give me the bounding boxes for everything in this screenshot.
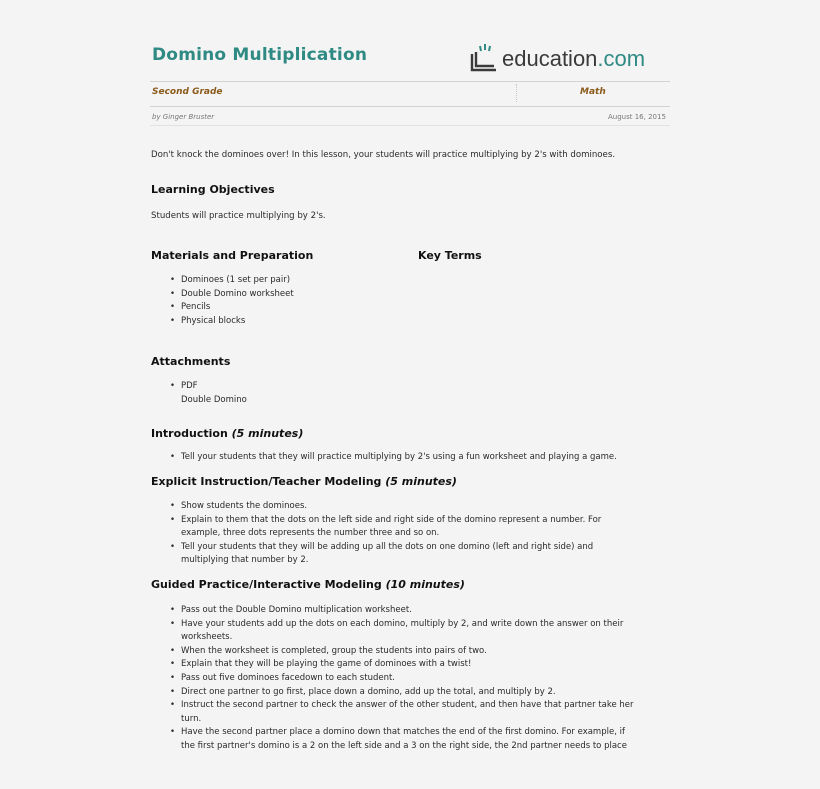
list-item-continuation: multiplying that number by 2. (181, 555, 309, 566)
explicit-instruction-heading (151, 475, 457, 488)
logo-main: education (502, 46, 598, 71)
logo-suffix: .com (597, 46, 646, 71)
list-item: • Tell your students that they will practice multiplying by 2's using a fun worksheet and playing a game. (170, 451, 617, 465)
meta-divider (150, 125, 670, 126)
section-title: Guided Practice/Interactive Modeling (151, 578, 382, 591)
list-item-continuation: the first partner's domino is a 2 on the left side and a 3 on the right side, the 2nd partner needs to place (181, 740, 627, 751)
section-time: (5 minutes) (385, 475, 457, 488)
attachment-type: • PDF (170, 379, 247, 393)
list-item: • Have your students add up the dots on each domino, multiply by 2, and write down the answer on their (170, 618, 634, 632)
intro-paragraph: Don't knock the dominoes over! In this lesson, your students will practice multiplying by 2's with dominoes. (151, 150, 616, 160)
grade-label: Second Grade (152, 87, 223, 97)
header-column-separator (516, 84, 517, 102)
header-divider-bottom (150, 106, 670, 107)
attachment-link[interactable]: Double Domino (181, 395, 247, 405)
publish-date: August 16, 2015 (608, 113, 666, 121)
section-time: (10 minutes) (385, 578, 465, 591)
list-item: • Explain that they will be playing the game of dominoes with a twist! (170, 658, 634, 672)
list-item: • Have the second partner place a domino down that matches the end of the first domino. For example, if (170, 726, 634, 740)
list-item: • Show students the dominoes. (170, 500, 601, 514)
list-item: • Instruct the second partner to check the answer of the other student, and then have that partner take her (170, 699, 634, 713)
materials-list (170, 274, 294, 328)
author-line: by Ginger Bruster (152, 113, 215, 121)
list-item-continuation: example, three dots represents the number three and so on. (181, 528, 440, 539)
learning-objectives-text: Students will practice multiplying by 2's. (151, 211, 326, 221)
list-item: • Pass out the Double Domino multiplication worksheet. (170, 604, 634, 618)
list-item: • Double Domino worksheet (170, 288, 294, 302)
introduction-heading (151, 427, 303, 440)
list-item: • Pencils (170, 301, 294, 315)
list-item: • Pass out five dominoes facedown to each student. (170, 672, 634, 686)
list-item-continuation: turn. (181, 713, 202, 724)
introduction-list (170, 451, 617, 465)
list-item: • Direct one partner to go first, place down a domino, add up the total, and multiply by 2. (170, 686, 634, 700)
list-item: • Explain to them that the dots on the left side and right side of the domino represent a number. For (170, 514, 601, 528)
attachments-heading: Attachments (151, 355, 231, 368)
learning-objectives-heading: Learning Objectives (151, 183, 275, 196)
section-time: (5 minutes) (231, 427, 304, 440)
list-item: • Tell your students that they will be adding up all the dots on one domino (left and right side) and (170, 541, 601, 555)
materials-heading: Materials and Preparation (151, 249, 314, 262)
guided-practice-heading (151, 578, 465, 591)
guided-practice-list (170, 604, 634, 754)
section-title: Explicit Instruction/Teacher Modeling (151, 475, 382, 488)
key-terms-heading: Key Terms (418, 249, 482, 262)
attachments-list (170, 379, 247, 407)
section-title: Introduction (151, 427, 228, 440)
list-item: • Physical blocks (170, 315, 294, 329)
explicit-instruction-list (170, 500, 601, 568)
education-logo (468, 42, 673, 74)
header-divider-top (150, 81, 670, 82)
book-icon (468, 42, 500, 74)
subject-label: Math (580, 87, 606, 97)
list-item-continuation: worksheets. (181, 632, 233, 643)
logo-wordmark (502, 46, 645, 72)
list-item: • Dominoes (1 set per pair) (170, 274, 294, 288)
page-title: Domino Multiplication (152, 45, 368, 65)
list-item: • When the worksheet is completed, group the students into pairs of two. (170, 645, 634, 659)
